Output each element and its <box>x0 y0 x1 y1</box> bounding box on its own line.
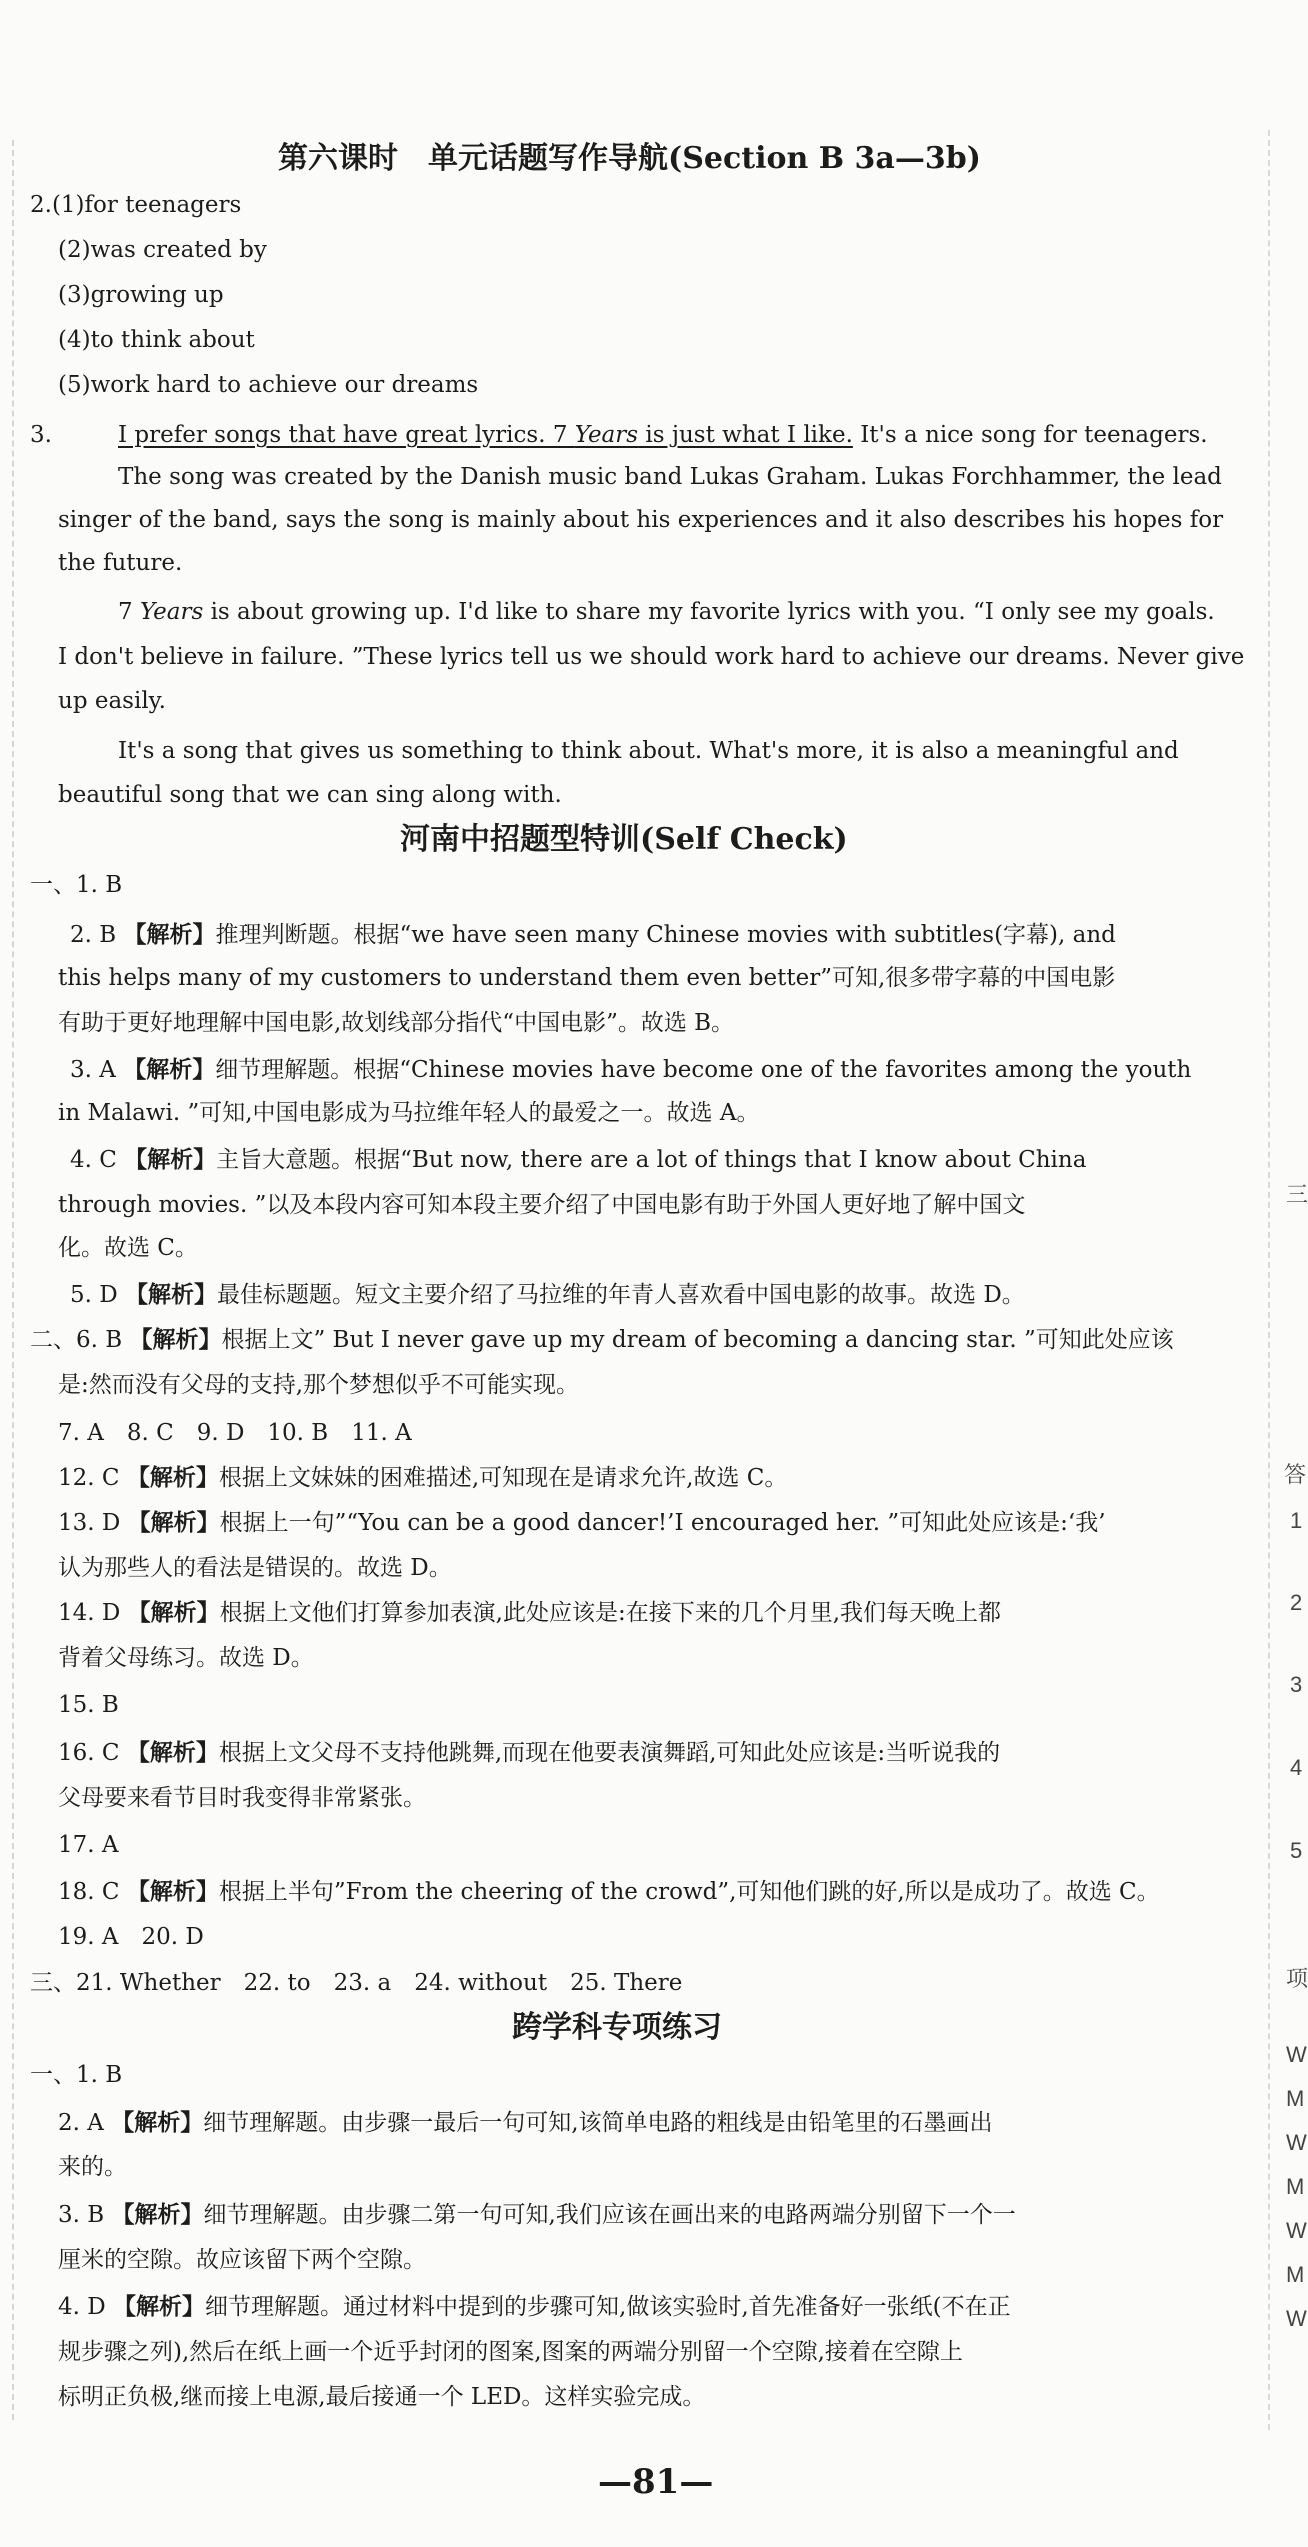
answer-line: 5. D 【解析】最佳标题题。短文主要介绍了马拉维的年青人喜欢看中国电影的故事。故选 D。 <box>70 1281 1025 1308</box>
answer-line: 认为那些人的看法是错误的。故选 D。 <box>58 1555 452 1581</box>
page-number: —81— <box>598 2462 714 2502</box>
fold-edge-right <box>1268 130 1270 2430</box>
answer-line: (4)to think about <box>58 327 255 353</box>
section-title: 第六课时 单元话题写作导航(Section B 3a—3b) <box>278 141 981 176</box>
answer-line: 4. C 【解析】主旨大意题。根据“But now, there are a lot of things that I know about China <box>70 1146 1087 1173</box>
answer-line: in Malawi. ”可知,中国电影成为马拉维年轻人的最爱之一。故选 A。 <box>58 1100 760 1126</box>
essay-line: I don't believe in failure. ”These lyrics tell us we should work hard to achieve our dreams. Never give <box>58 644 1245 670</box>
essay-line: It's a song that gives us something to think about. What's more, it is also a meaningful and <box>118 738 1179 764</box>
bleed-char: M <box>1286 2262 1305 2287</box>
answer-line: 是:然而没有父母的支持,那个梦想似乎不可能实现。 <box>58 1372 580 1398</box>
essay-underlined: I prefer songs that have great lyrics. 7 Years is just what I like. <box>118 422 853 448</box>
bleed-char: W <box>1286 2306 1307 2331</box>
answer-line: 2. B 【解析】推理判断题。根据“we have seen many Chinese movies with subtitles(字幕), and <box>70 921 1116 948</box>
bleed-char: 4 <box>1290 1755 1303 1780</box>
bleed-char: 5 <box>1290 1838 1303 1863</box>
answer-line: 14. D 【解析】根据上文他们打算参加表演,此处应该是:在接下来的几个月里,我们每天晚上都 <box>58 1599 1002 1626</box>
answer-line: 规步骤之列),然后在纸上画一个近乎封闭的图案,图案的两端分别留一个空隙,接着在空隙上 <box>58 2339 963 2365</box>
answer-line: 标明正负极,继而接上电源,最后接通一个 LED。这样实验完成。 <box>58 2384 706 2410</box>
answer-line: 厘米的空隙。故应该留下两个空隙。 <box>58 2247 426 2273</box>
essay-line <box>118 420 1208 450</box>
answer-line: (5)work hard to achieve our dreams <box>58 372 479 398</box>
answer-line: this helps many of my customers to understand them even better”可知,很多带字幕的中国电影 <box>58 965 1116 991</box>
essay-line-rest: It's a nice song for teenagers. <box>852 422 1208 448</box>
answer-line: (2)was created by <box>58 237 267 263</box>
answer-line: 一、1. B <box>30 872 123 898</box>
answer-line: 4. D 【解析】细节理解题。通过材料中提到的步骤可知,做该实验时,首先准备好一张纸(不在正 <box>58 2293 1011 2320</box>
section-title: 跨学科专项练习 <box>512 2010 722 2045</box>
essay-line: the future. <box>58 550 183 576</box>
answer-line: 17. A <box>58 1832 119 1858</box>
essay-line: up easily. <box>58 688 166 714</box>
fold-edge-left <box>12 140 14 2420</box>
essay-line: beautiful song that we can sing along with. <box>58 782 562 808</box>
bleed-char: W <box>1286 2042 1307 2067</box>
answer-line: 有助于更好地理解中国电影,故划线部分指代“中国电影”。故选 B。 <box>58 1010 735 1036</box>
bleed-char: W <box>1286 2130 1307 2155</box>
essay-number: 3. <box>30 422 52 448</box>
answer-line: 来的。 <box>58 2154 127 2180</box>
answer-line: 二、6. B 【解析】根据上文” But I never gave up my dream of becoming a dancing star. ”可知此处应该 <box>30 1326 1174 1353</box>
answer-line: through movies. ”以及本段内容可知本段主要介绍了中国电影有助于外国人更好地了解中国文 <box>58 1192 1026 1218</box>
answer-line: 一、1. B <box>30 2062 123 2088</box>
bleed-char: 3 <box>1290 1672 1303 1697</box>
answer-line: 18. C 【解析】根据上半句”From the cheering of the crowd”,可知他们跳的好,所以是成功了。故选 C。 <box>58 1878 1160 1905</box>
essay-line: singer of the band, says the song is mainly about his experiences and it also describes his hopes for <box>58 507 1224 533</box>
bleed-char: 答 <box>1284 1462 1307 1487</box>
answer-line: 13. D 【解析】根据上一句”“You can be a good dancer!’I encouraged her. ”可知此处应该是:‘我’ <box>58 1509 1106 1536</box>
answer-line: 父母要来看节目时我变得非常紧张。 <box>58 1785 426 1811</box>
essay-line: The song was created by the Danish music band Lukas Graham. Lukas Forchhammer, the lead <box>118 464 1222 490</box>
answer-line: 三、21. Whether 22. to 23. a 24. without 25. There <box>30 1970 683 1996</box>
answer-line: 15. B <box>58 1692 119 1718</box>
answer-line: 3. B 【解析】细节理解题。由步骤二第一句可知,我们应该在画出来的电路两端分别留下一个一 <box>58 2201 1016 2228</box>
section-title: 河南中招题型特训(Self Check) <box>400 822 848 857</box>
answer-line: (3)growing up <box>58 282 224 308</box>
answer-line: 化。故选 C。 <box>58 1235 198 1261</box>
bleed-char: 2 <box>1290 1590 1303 1615</box>
answer-line: 19. A 20. D <box>58 1924 204 1950</box>
bleed-char: 项 <box>1286 1966 1308 1991</box>
bleed-char: 1 <box>1290 1508 1303 1533</box>
essay-line: 7 Years is about growing up. I'd like to share my favorite lyrics with you. “I only see my goals. <box>118 599 1215 625</box>
answer-line: 背着父母练习。故选 D。 <box>58 1645 314 1671</box>
bleed-char: M <box>1286 2174 1305 2199</box>
answer-line: 3. A 【解析】细节理解题。根据“Chinese movies have become one of the favorites among the youth <box>70 1056 1192 1083</box>
bleed-char: W <box>1286 2218 1307 2243</box>
answer-line: 16. C 【解析】根据上文父母不支持他跳舞,而现在他要表演舞蹈,可知此处应该是:当听说我的 <box>58 1739 1001 1766</box>
answer-line: 2. A 【解析】细节理解题。由步骤一最后一句可知,该简单电路的粗线是由铅笔里的石墨画出 <box>58 2109 993 2136</box>
answer-line: 7. A 8. C 9. D 10. B 11. A <box>58 1420 412 1446</box>
answer-line: 12. C 【解析】根据上文妹妹的困难描述,可知现在是请求允许,故选 C。 <box>58 1464 788 1491</box>
bleed-char: M <box>1286 2086 1305 2111</box>
bleed-char: 三 <box>1286 1182 1308 1207</box>
answer-line: 2.(1)for teenagers <box>30 192 242 218</box>
